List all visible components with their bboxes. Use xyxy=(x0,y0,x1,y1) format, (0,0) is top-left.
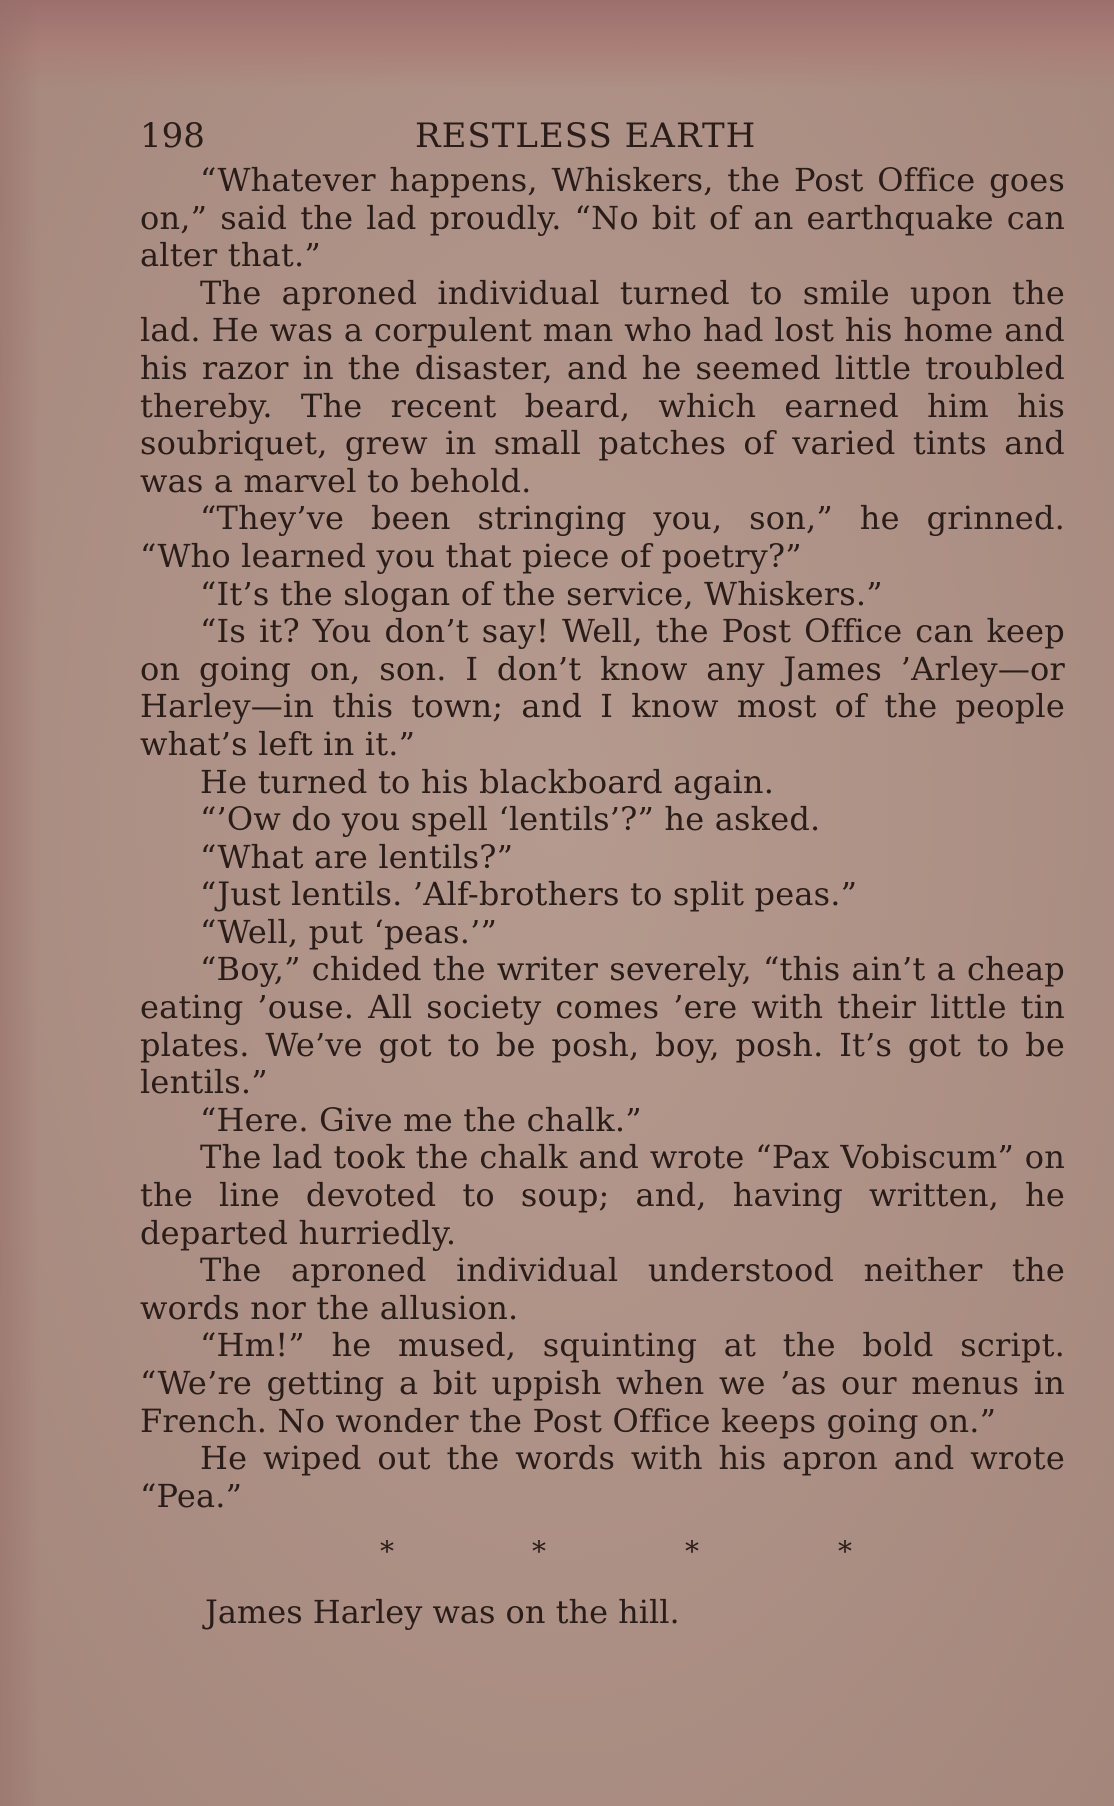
text-block xyxy=(140,110,1065,1631)
paragraph: He turned to his blackboard again. xyxy=(200,762,775,801)
page-left-discoloration xyxy=(0,0,40,1806)
paragraph: “What are lentils?” xyxy=(200,837,514,876)
paragraph: The aproned individual turned to smile upon the lad. He was a corpulent man who had lost his home and his razor in the disaster, and he seemed little troubled thereby. The recent beard, which earned him his soubriquet, grew in small patches of varied tints and was a marvel to behold. xyxy=(140,273,1065,500)
paragraph: “Whatever happens, Whiskers, the Post Office goes on,” said the lad proudly. “No bit of an earthquake can alter that.” xyxy=(140,161,1065,275)
paragraph: The aproned individual understood neither the words nor the allusion. xyxy=(140,1251,1065,1327)
paragraph: “Hm!” he mused, squinting at the bold script. “We’re getting a bit uppish when we ’as our menus in French. No wonder the Post Office keeps going on.” xyxy=(140,1326,1065,1440)
paragraph: “Here. Give me the chalk.” xyxy=(200,1100,642,1139)
section-break-asterisk: * xyxy=(532,1535,546,1569)
final-line: James Harley was on the hill. xyxy=(205,1593,680,1632)
section-break-asterisk: * xyxy=(380,1535,394,1569)
page-header xyxy=(140,110,1065,162)
page-top-discoloration xyxy=(0,0,1114,90)
paragraph: “Just lentils. ’Alf-brothers to split peas.” xyxy=(200,875,858,914)
paragraph: “They’ve been stringing you, son,” he grinned. “Who learned you that piece of poetry?” xyxy=(140,499,1065,575)
paragraph: “’Ow do you spell ‘lentils’?” he asked. xyxy=(200,800,821,839)
section-break xyxy=(140,1527,1065,1587)
paragraph: “Boy,” chided the writer severely, “this ain’t a cheap eating ’ouse. All society comes ’ere with their little tin plates. We’ve got to be posh, boy, posh. It’s got to be lentils.” xyxy=(140,950,1065,1102)
section-break-asterisk: * xyxy=(838,1535,852,1569)
paragraph: “Is it? You don’t say! Well, the Post Office can keep on going on, son. I don’t know any James ’Arley—or Harley—in this town; and I know most of the people what’s left in it.” xyxy=(140,612,1065,763)
paragraph: “It’s the slogan of the service, Whiskers.” xyxy=(200,574,883,613)
paragraph: The lad took the chalk and wrote “Pax Vobiscum” on the line devoted to soup; and, having written, he departed hurriedly. xyxy=(140,1138,1065,1252)
paragraph: “Well, put ‘peas.’” xyxy=(200,912,498,951)
running-title: RESTLESS EARTH xyxy=(415,116,757,156)
paragraph: He wiped out the words with his apron and wrote “Pea.” xyxy=(140,1439,1065,1515)
section-break-asterisk: * xyxy=(685,1535,699,1569)
page-number: 198 xyxy=(140,116,205,156)
